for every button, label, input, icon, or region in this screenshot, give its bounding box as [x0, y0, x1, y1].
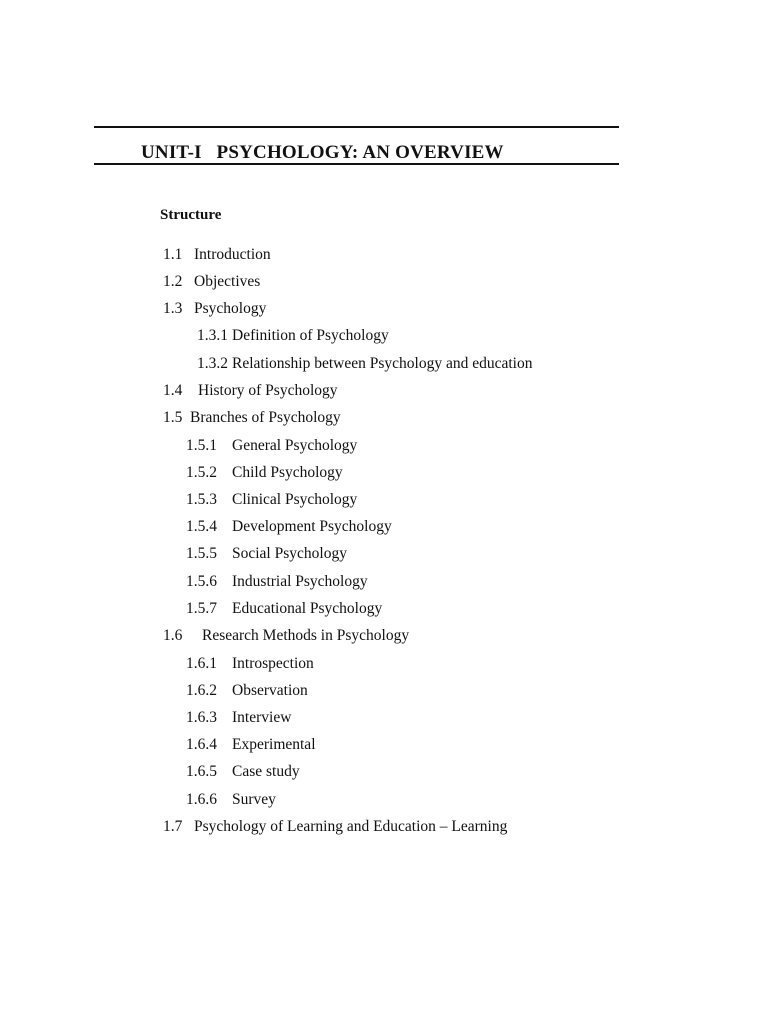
toc-item-label: Introspection	[232, 655, 314, 672]
toc-item-label: Definition of Psychology	[232, 327, 389, 344]
unit-title: UNIT-I PSYCHOLOGY: AN OVERVIEW	[141, 142, 504, 163]
header-bottom-rule	[94, 163, 619, 165]
toc-item-label: Branches of Psychology	[190, 409, 341, 426]
toc-item-number: 1.3.2	[197, 355, 228, 372]
toc-item-label: Survey	[232, 791, 276, 808]
header-top-rule	[94, 126, 619, 128]
toc-item-number: 1.3.1	[197, 327, 228, 344]
toc-item-number: 1.5.7	[186, 600, 217, 617]
toc-item-number: 1.6.2	[186, 682, 217, 699]
toc-item-label: History of Psychology	[198, 382, 338, 399]
toc-item-number: 1.6.1	[186, 655, 217, 672]
toc-item-number: 1.6.6	[186, 791, 217, 808]
toc-item-number: 1.6.5	[186, 763, 217, 780]
toc-item-number: 1.2	[163, 273, 183, 290]
toc-item-number: 1.5.4	[186, 518, 217, 535]
toc-item-number: 1.3	[163, 300, 183, 317]
structure-heading: Structure	[160, 207, 222, 223]
toc-item-number: 1.5.3	[186, 491, 217, 508]
toc-item-number: 1.6	[163, 627, 183, 644]
toc-item-number: 1.7	[163, 818, 183, 835]
toc-item-number: 1.5.5	[186, 545, 217, 562]
toc-item-label: Clinical Psychology	[232, 491, 358, 508]
toc-item-number: 1.5	[163, 409, 183, 426]
toc-item-label: Psychology	[194, 300, 267, 317]
toc-item-number: 1.6.3	[186, 709, 217, 726]
toc-item-number: 1.6.4	[186, 736, 217, 753]
toc-item-label: Experimental	[232, 736, 316, 753]
toc-item-label: Observation	[232, 682, 308, 699]
toc-item-label: Case study	[232, 763, 300, 780]
toc-item-label: Relationship between Psychology and education	[232, 355, 533, 372]
toc-item-number: 1.4	[163, 382, 183, 399]
toc-item-label: Industrial Psychology	[232, 573, 368, 590]
toc-item-label: Psychology of Learning and Education – Learning	[194, 818, 508, 835]
toc-item-number: 1.1	[163, 246, 183, 263]
toc-item-label: Development Psychology	[232, 518, 392, 535]
toc-item-label: Child Psychology	[232, 464, 343, 481]
toc-item-number: 1.5.2	[186, 464, 217, 481]
toc-item-label: Social Psychology	[232, 545, 347, 562]
toc-item-number: 1.5.1	[186, 437, 217, 454]
toc-item-label: Objectives	[194, 273, 261, 290]
toc-item-label: Introduction	[194, 246, 271, 263]
toc-item-label: General Psychology	[232, 437, 358, 454]
toc-item-number: 1.5.6	[186, 573, 217, 590]
toc-item-label: Interview	[232, 709, 292, 726]
toc-item-label: Educational Psychology	[232, 600, 383, 617]
toc-item-label: Research Methods in Psychology	[202, 627, 410, 644]
